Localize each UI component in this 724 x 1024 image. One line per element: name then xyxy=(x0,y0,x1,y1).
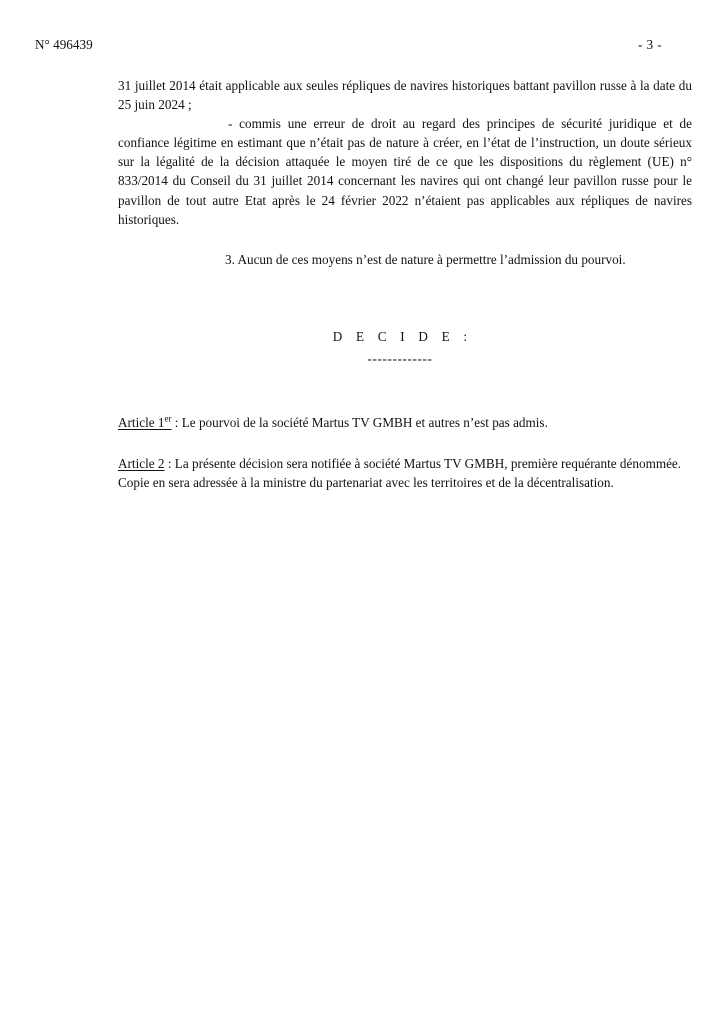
paragraph-continuation: 31 juillet 2014 était applicable aux seules répliques de navires historiques battant pavillon russe à la date du 25 juin 2024 ; xyxy=(118,78,692,113)
document-number: N° 496439 xyxy=(35,37,93,52)
page-number: - 3 - xyxy=(638,37,662,52)
article-2-label xyxy=(118,456,165,471)
article-1-label-text: Article 1 xyxy=(118,414,165,430)
decide-heading: D E C I D E : xyxy=(332,328,473,344)
decide-block xyxy=(118,327,692,367)
article-2-text: : La présente décision sera notifiée à société Martus TV GMBH, première requérante dénommée. xyxy=(164,455,682,471)
articles-section xyxy=(118,413,692,492)
document-body xyxy=(118,76,692,492)
article-1-text: : Le pourvoi de la société Martus TV GMBH et autres n’est pas admis. xyxy=(171,414,548,430)
paragraph-grievance-dash: - commis une erreur de droit au regard des principes de sécurité juridique et de confiance légitime en estimant que n’était pas de nature à créer, en l’état de l’instruction, un doute sérieux sur la légalité de la décision attaquée le moyen tiré de ce que les dispositions du règlement (UE) n° 833/2014 du Conseil du 31 juillet 2014 concernant les navires qui ont changé leur pavillon russe pour le pavillon de tout autre Etat après le 24 février 2022 n’étaient pas applicables aux répliques de navires historiques. xyxy=(118,116,692,227)
article-1-label-superscript: er xyxy=(164,413,172,424)
article-2-label-text: Article 2 xyxy=(118,455,165,471)
article-1-label xyxy=(118,415,171,430)
paragraph-three: 3. Aucun de ces moyens n’est de nature à permettre l’admission du pourvoi. xyxy=(225,251,626,267)
page-header xyxy=(35,36,662,54)
copy-notice: Copie en sera adressée à la ministre du partenariat avec les territoires et de la décentralisation. xyxy=(118,475,614,491)
article-1 xyxy=(118,413,692,432)
decide-underline-rule: ------------- xyxy=(367,350,433,366)
article-2 xyxy=(118,454,692,473)
